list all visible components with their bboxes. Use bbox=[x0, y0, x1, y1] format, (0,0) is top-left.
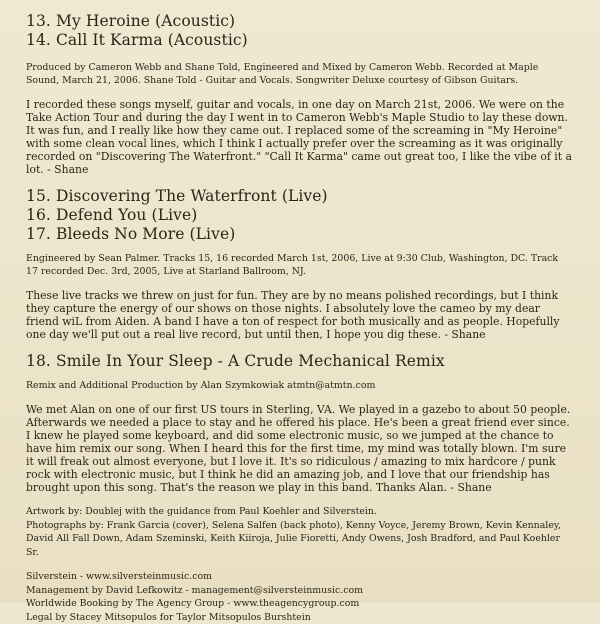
track-title: 18. Smile In Your Sleep - A Crude Mechanical Remix bbox=[26, 352, 572, 371]
track-title: 14. Call It Karma (Acoustic) bbox=[26, 31, 572, 50]
liner-notes-paragraph: I recorded these songs myself, guitar and vocals, in one day on March 21st, 2006. We were on the Take Action Tour and during the day I went in to Cameron Webb's Maple Studio to lay these down. It was fun, and I really like how they came out. I replaced some of the screaming in "My Heroine" with some clean vocal lines, which I think I actually prefer over the screaming as it was originally recorded on "Discovering The Waterfront." "Call It Karma" came out great too, I like the vibe of it a lot. - Shane bbox=[26, 98, 572, 176]
track-title: 13. My Heroine (Acoustic) bbox=[26, 12, 572, 31]
recording-credits: Engineered by Sean Palmer. Tracks 15, 16 recorded March 1st, 2006, Live at 9:30 Club, Washington, DC. Track 17 recorded Dec. 3rd, 2005, Live at Starland Ballroom, NJ. bbox=[26, 252, 572, 278]
remix-credits: Remix and Additional Production by Alan Szymkowiak atmtn@atmtn.com bbox=[26, 379, 572, 392]
contact-line: Management by David Lefkowitz - management@silversteinmusic.com bbox=[26, 584, 572, 598]
photo-credits: Photographs by: Frank Garcia (cover), Selena Salfen (back photo), Kenny Voyce, Jeremy Brown, Kevin Kennaley, David All Fall Down, Adam Szeminski, Keith Kiiroja, Julie Fioretti, Andy Owens, Josh Bradford, and Paul Koehler Sr. bbox=[26, 519, 572, 560]
artwork-credit: Artwork by: Doublej with the guidance from Paul Koehler and Silverstein. bbox=[26, 505, 572, 519]
contact-line: Silverstein - www.silversteinmusic.com bbox=[26, 570, 572, 584]
track-title: 16. Defend You (Live) bbox=[26, 206, 572, 225]
contact-line: Legal by Stacey Mitsopulos for Taylor Mitsopulos Burshtein bbox=[26, 611, 572, 624]
liner-notes-paragraph: These live tracks we threw on just for fun. They are by no means polished recordings, but I think they capture the energy of our shows on those nights. I absolutely love the cameo by my dear friend wiL from Aiden. A band I have a ton of respect for both musically and as people. Hopefully one day we'll put out a real live record, but until then, I hope you dig these. - Shane bbox=[26, 289, 572, 341]
recording-credits: Produced by Cameron Webb and Shane Told, Engineered and Mixed by Cameron Webb. Recorded at Maple Sound, March 21, 2006. Shane Told - Guitar and Vocals. Songwriter Deluxe courtesy of Gibson Guitars. bbox=[26, 61, 572, 87]
track-title: 17. Bleeds No More (Live) bbox=[26, 225, 572, 244]
track-title: 15. Discovering The Waterfront (Live) bbox=[26, 187, 572, 206]
liner-notes-paragraph: We met Alan on one of our first US tours in Sterling, VA. We played in a gazebo to about 50 people. Afterwards we needed a place to stay and he offered his place. He's been a great friend ever since. I knew he played some keyboard, and did some electronic music, so we jumped at the chance to have him remix our song. When I heard this for the first time, my mind was totally blown. I'm sure it will freak out almost everyone, but I love it. It's so ridiculous / amazing to mix hardcore / punk rock with electronic music, but I think he did an amazing job, and I love that our friendship has brought upon this song. That's the reason we play in this band. Thanks Alan. - Shane bbox=[26, 403, 572, 494]
contact-line: Worldwide Booking by The Agency Group - www.theagencygroup.com bbox=[26, 597, 572, 611]
